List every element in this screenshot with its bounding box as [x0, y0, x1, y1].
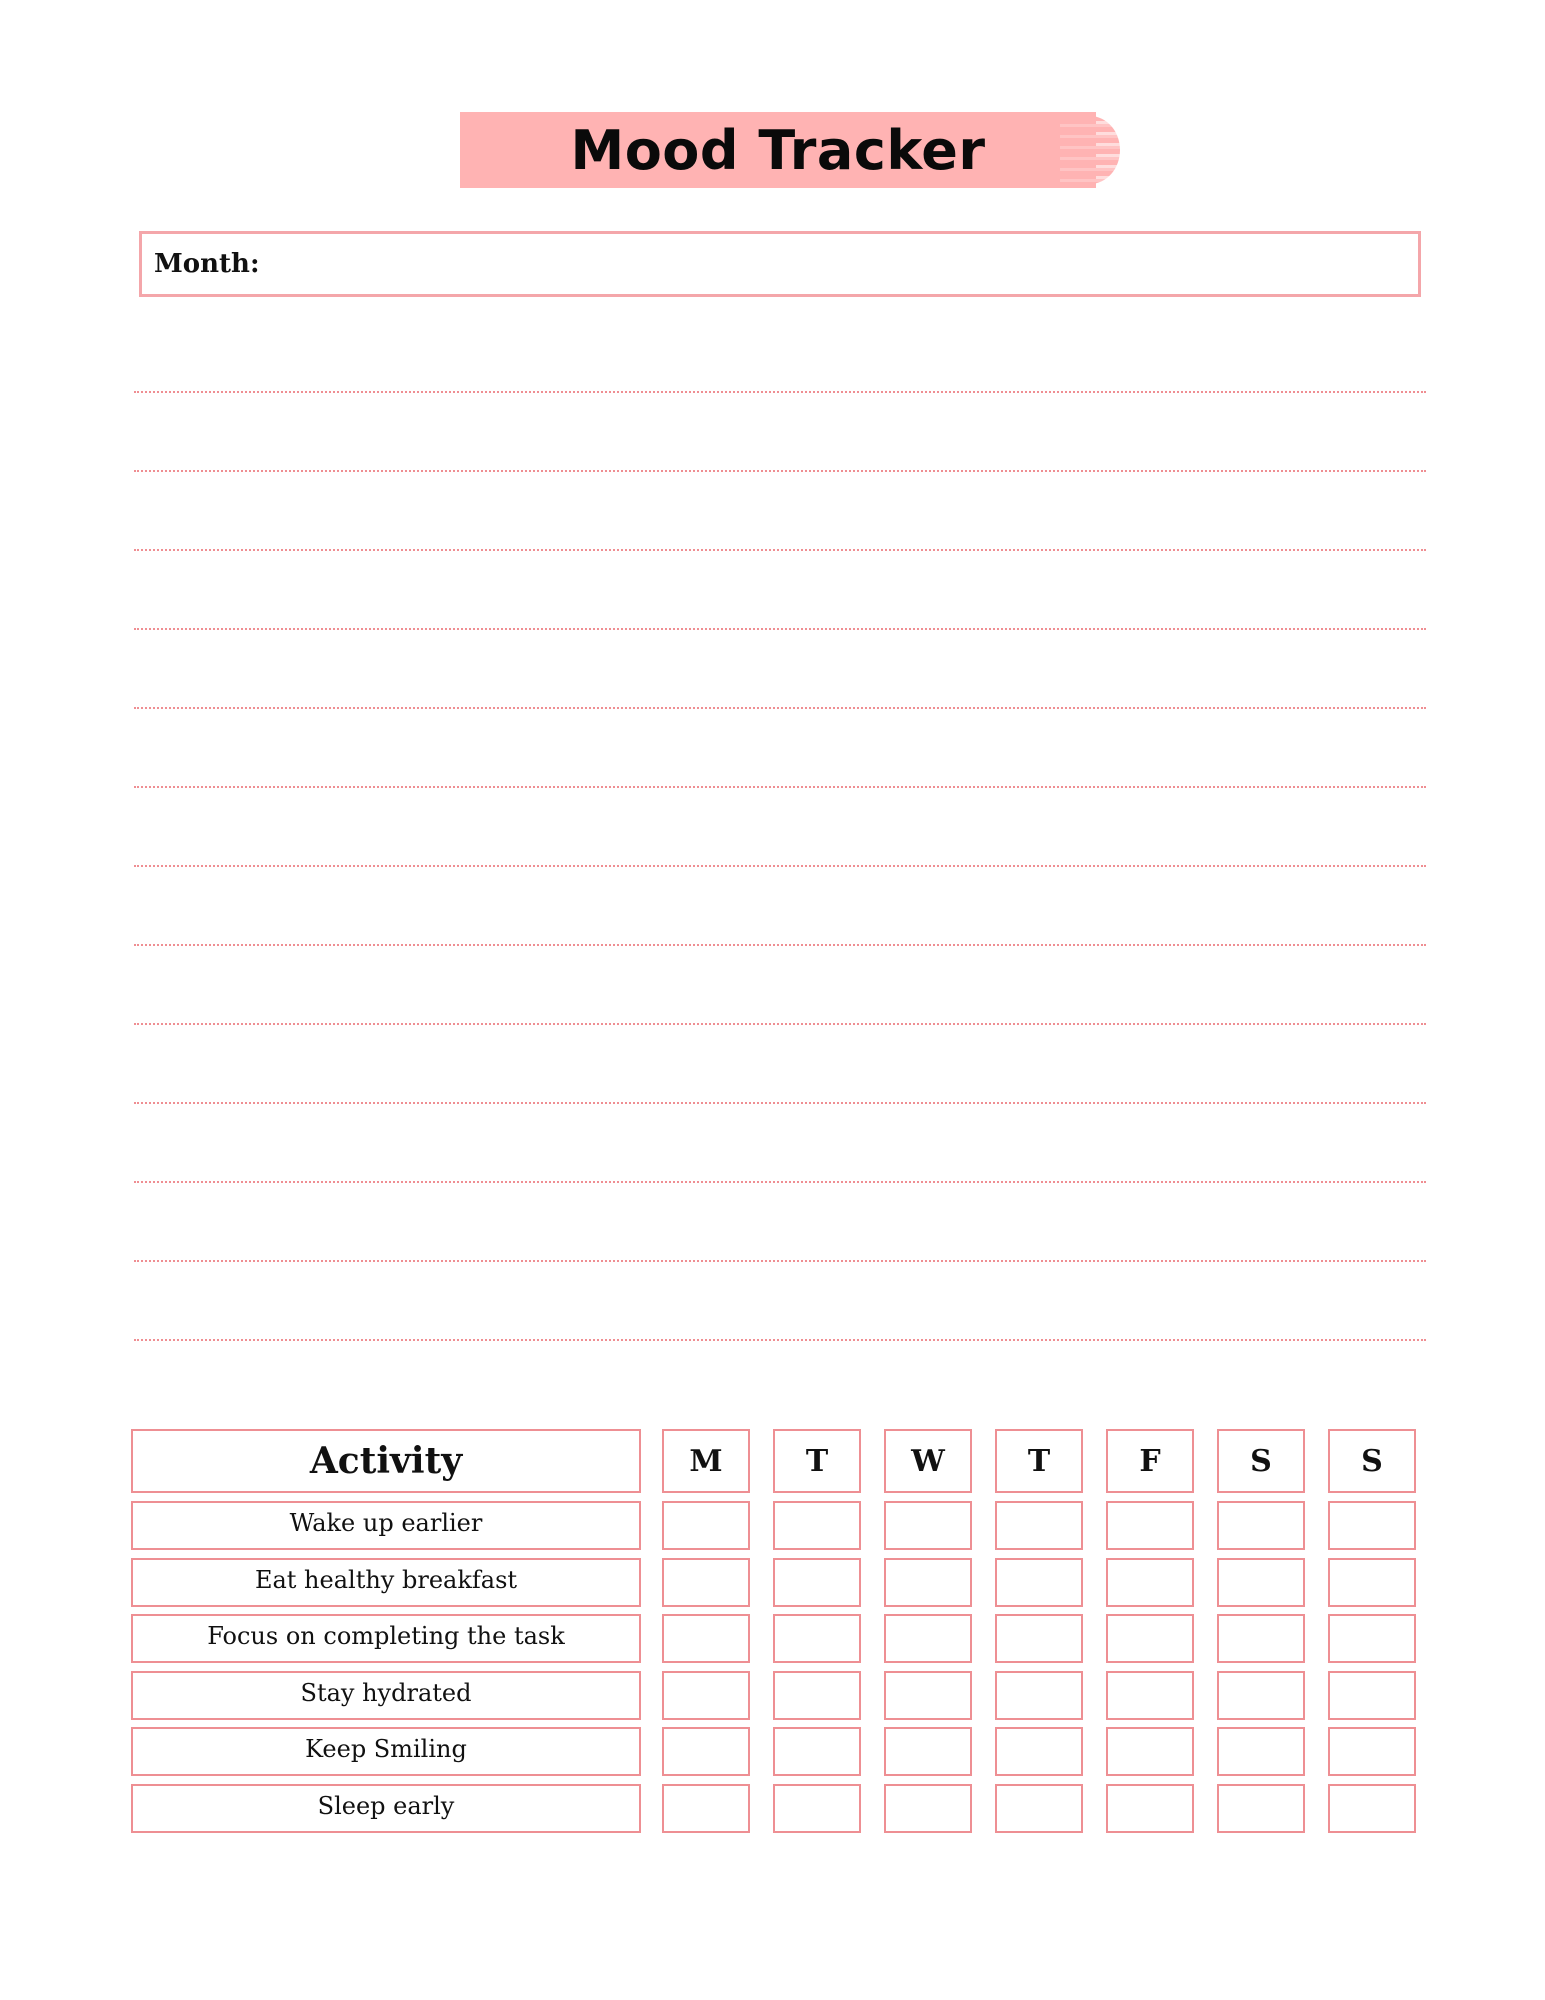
day-checkbox[interactable]: [662, 1671, 750, 1720]
note-line[interactable]: [134, 786, 1426, 788]
activity-row-label: Eat healthy breakfast: [131, 1558, 641, 1607]
day-checkbox[interactable]: [1217, 1671, 1305, 1720]
day-checkbox[interactable]: [1106, 1558, 1194, 1607]
day-header-w: W: [884, 1429, 972, 1493]
note-line[interactable]: [134, 628, 1426, 630]
day-checkbox[interactable]: [1106, 1614, 1194, 1663]
day-checkbox[interactable]: [773, 1671, 861, 1720]
activity-row-label: Sleep early: [131, 1784, 641, 1833]
day-checkbox[interactable]: [1328, 1614, 1416, 1663]
day-checkbox[interactable]: [995, 1501, 1083, 1550]
activity-row-label: Stay hydrated: [131, 1671, 641, 1720]
activity-row-label: Focus on completing the task: [131, 1614, 641, 1663]
day-header-f: F: [1106, 1429, 1194, 1493]
note-line[interactable]: [134, 707, 1426, 709]
day-checkbox[interactable]: [1217, 1501, 1305, 1550]
day-checkbox[interactable]: [995, 1558, 1083, 1607]
day-checkbox[interactable]: [884, 1558, 972, 1607]
note-line[interactable]: [134, 944, 1426, 946]
day-checkbox[interactable]: [884, 1501, 972, 1550]
day-checkbox[interactable]: [662, 1501, 750, 1550]
day-checkbox[interactable]: [1328, 1727, 1416, 1776]
day-checkbox[interactable]: [662, 1784, 750, 1833]
note-line[interactable]: [134, 470, 1426, 472]
day-checkbox[interactable]: [773, 1784, 861, 1833]
day-checkbox[interactable]: [773, 1558, 861, 1607]
activity-row-label: Keep Smiling: [131, 1727, 641, 1776]
note-line[interactable]: [134, 1260, 1426, 1262]
note-line[interactable]: [134, 1102, 1426, 1104]
month-label: Month:: [154, 249, 260, 279]
title-banner: [460, 112, 1120, 188]
day-header-t: T: [995, 1429, 1083, 1493]
day-header-t: T: [773, 1429, 861, 1493]
day-header-s: S: [1217, 1429, 1305, 1493]
day-checkbox[interactable]: [1217, 1558, 1305, 1607]
day-checkbox[interactable]: [1106, 1671, 1194, 1720]
day-checkbox[interactable]: [662, 1558, 750, 1607]
day-checkbox[interactable]: [662, 1614, 750, 1663]
day-checkbox[interactable]: [884, 1614, 972, 1663]
day-checkbox[interactable]: [773, 1727, 861, 1776]
note-line[interactable]: [134, 1181, 1426, 1183]
day-checkbox[interactable]: [1328, 1671, 1416, 1720]
day-checkbox[interactable]: [1217, 1727, 1305, 1776]
day-checkbox[interactable]: [1106, 1784, 1194, 1833]
activity-column-header: Activity: [131, 1429, 641, 1493]
note-line[interactable]: [134, 1339, 1426, 1341]
note-line[interactable]: [134, 391, 1426, 393]
day-checkbox[interactable]: [995, 1671, 1083, 1720]
day-checkbox[interactable]: [1106, 1727, 1194, 1776]
note-line[interactable]: [134, 1023, 1426, 1025]
day-checkbox[interactable]: [1106, 1501, 1194, 1550]
page-title: Mood Tracker: [570, 118, 986, 182]
day-checkbox[interactable]: [1328, 1558, 1416, 1607]
note-line[interactable]: [134, 865, 1426, 867]
day-header-m: M: [662, 1429, 750, 1493]
month-field[interactable]: [139, 231, 1421, 297]
day-checkbox[interactable]: [662, 1727, 750, 1776]
day-checkbox[interactable]: [773, 1501, 861, 1550]
day-checkbox[interactable]: [1328, 1784, 1416, 1833]
note-line[interactable]: [134, 549, 1426, 551]
day-checkbox[interactable]: [995, 1727, 1083, 1776]
day-checkbox[interactable]: [773, 1614, 861, 1663]
day-checkbox[interactable]: [1217, 1784, 1305, 1833]
day-checkbox[interactable]: [884, 1671, 972, 1720]
day-checkbox[interactable]: [995, 1614, 1083, 1663]
day-header-s: S: [1328, 1429, 1416, 1493]
day-checkbox[interactable]: [995, 1784, 1083, 1833]
day-checkbox[interactable]: [1328, 1501, 1416, 1550]
activity-row-label: Wake up earlier: [131, 1501, 641, 1550]
day-checkbox[interactable]: [884, 1784, 972, 1833]
day-checkbox[interactable]: [884, 1727, 972, 1776]
day-checkbox[interactable]: [1217, 1614, 1305, 1663]
